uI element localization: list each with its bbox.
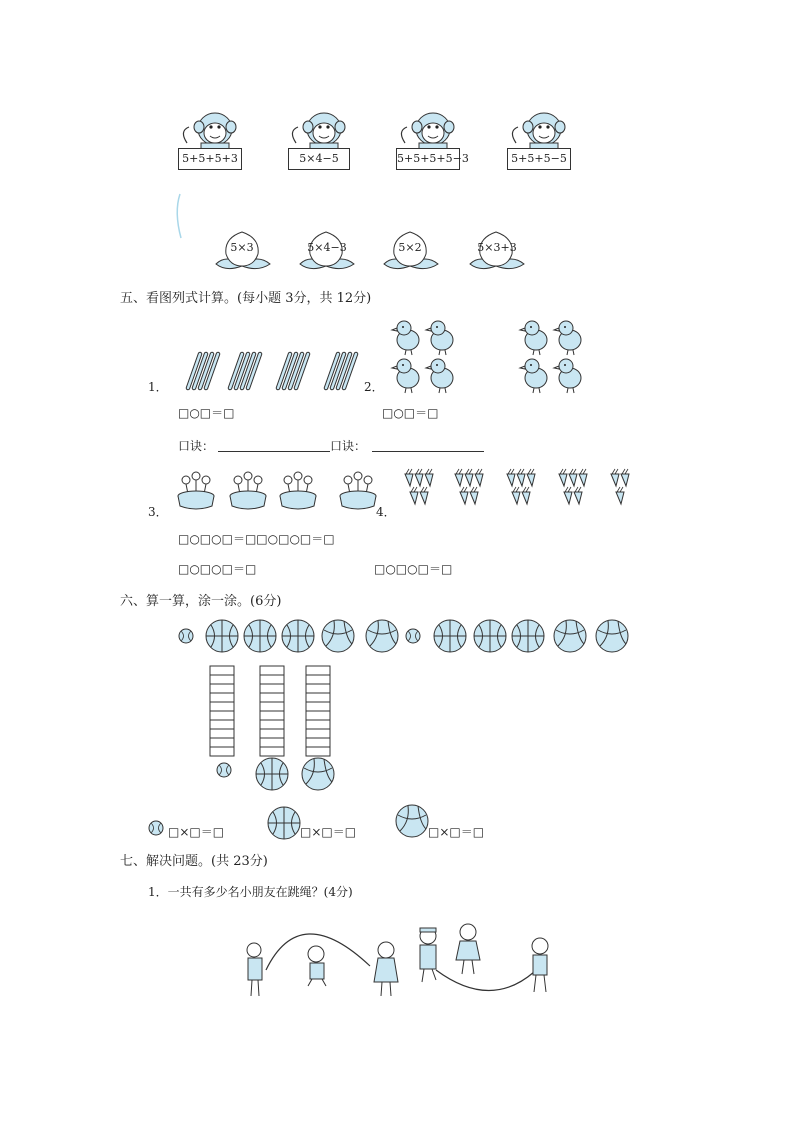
decorative-mark: [172, 192, 186, 240]
peach-expression: 5×2: [398, 241, 422, 254]
question-text: 1．一共有多少名小朋友在跳绳？(4分): [148, 885, 353, 899]
equation-template[interactable]: □○□○□＝□: [374, 562, 453, 576]
chicks-group: [388, 318, 588, 394]
child-figure: [308, 946, 326, 986]
monkey-expression: 5+5+5−5: [507, 148, 571, 170]
child-figure: [420, 928, 436, 982]
question-number: 3．: [148, 505, 168, 519]
balls-row: [170, 616, 640, 660]
equation-template[interactable]: □×□＝□: [428, 825, 485, 839]
monkey-expression: 5×4−5: [288, 148, 350, 170]
rhyme-label: 口诀：: [178, 439, 215, 453]
answer-line[interactable]: [372, 451, 484, 452]
sticks-bundles: [172, 352, 362, 392]
equation-template[interactable]: □×□＝□: [168, 825, 225, 839]
peach-expression: 5×3: [230, 241, 254, 254]
question-number: 4．: [376, 505, 396, 519]
peach-expression: 5×4−3: [307, 241, 347, 254]
equation-template[interactable]: □○□＝□: [178, 406, 235, 420]
equation-template[interactable]: □○□＝□: [382, 406, 439, 420]
monkey-expression: 5+5+5+3: [178, 148, 242, 170]
equation-template[interactable]: □×□＝□: [300, 825, 357, 839]
counting-grids[interactable]: [210, 666, 340, 792]
answer-line[interactable]: [218, 451, 330, 452]
grid-column: [210, 666, 234, 756]
monkey-icon: [181, 105, 241, 149]
peach-expression: 5×3+3: [477, 241, 517, 254]
question-number: 2．: [364, 380, 384, 394]
section-6-title: 六、算一算，涂一涂。(6分): [120, 594, 282, 609]
child-figure: [532, 938, 548, 992]
equation-template[interactable]: □○□○□＝□□○□○□＝□: [178, 532, 335, 546]
rhyme-label: 口诀：: [330, 439, 367, 453]
monkey-expression: 5+5+5+5−3: [396, 148, 460, 170]
carrot-groups: [400, 466, 640, 512]
flower-pots: [172, 470, 382, 514]
equation-template[interactable]: □○□○□＝□: [178, 562, 257, 576]
stick-bundle: [188, 354, 218, 388]
jump-rope-illustration: [240, 920, 560, 1002]
child-figure: [374, 942, 398, 996]
monkey-icon: [399, 105, 459, 149]
child-figure: [247, 943, 262, 996]
monkey-icon: [290, 105, 350, 149]
section-5-title: 五、看图列式计算。(每小题 3分，共 12分): [120, 291, 372, 306]
question-number: 1．: [148, 380, 168, 394]
child-figure: [456, 924, 480, 974]
section-7-title: 七、解决问题。(共 23分): [120, 854, 268, 869]
monkey-icon: [510, 105, 570, 149]
